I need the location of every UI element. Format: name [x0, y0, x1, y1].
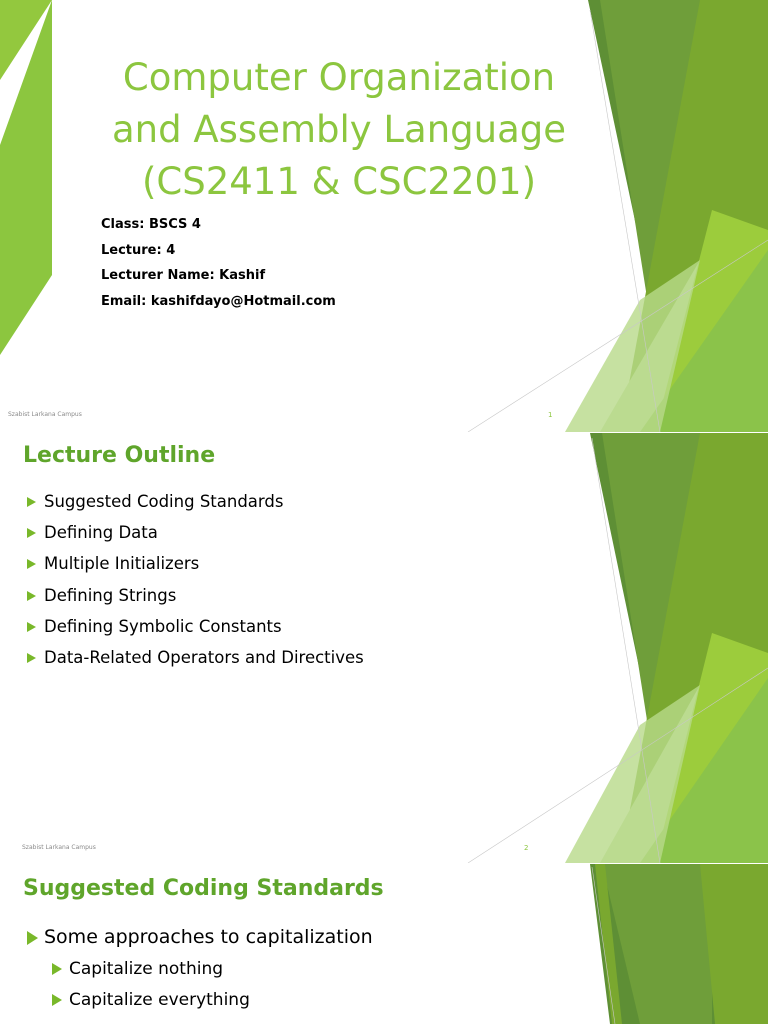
slide-2-heading: Lecture Outline	[23, 443, 216, 468]
class-info: Class: BSCS 4	[101, 217, 201, 232]
arrow-bullet-icon	[27, 559, 36, 569]
arrow-bullet-icon	[27, 528, 36, 538]
list-item: Some approaches to capitalization	[25, 924, 373, 956]
capitalization-sub-list	[50, 957, 250, 1019]
list-item: Defining Strings	[25, 585, 364, 616]
lecturer-info: Lecturer Name: Kashif	[101, 268, 266, 283]
arrow-bullet-icon	[27, 497, 36, 507]
title-line-3: (CS2411 & CSC2201)	[141, 160, 537, 203]
list-item: Data-Related Operators and Directives	[25, 647, 364, 678]
arrow-bullet-icon	[27, 653, 36, 663]
course-info	[101, 215, 336, 317]
slide-1-footer: Szabist Larkana Campus	[8, 411, 82, 418]
list-item: Defining Symbolic Constants	[25, 616, 364, 647]
title-line-1: Computer Organization	[122, 56, 556, 99]
slide-2	[0, 433, 768, 863]
list-item: Capitalize everything	[50, 988, 250, 1019]
outline-list	[25, 491, 364, 678]
slide-3-heading: Suggested Coding Standards	[23, 876, 384, 901]
arrow-bullet-icon	[52, 963, 62, 975]
email-info: Email: kashifdayo@Hotmail.com	[101, 293, 336, 309]
slide-2-page-number: 2	[524, 844, 529, 852]
arrow-bullet-icon	[52, 994, 62, 1006]
slide-1	[0, 0, 768, 432]
lecture-info: Lecture: 4	[101, 242, 176, 258]
arrow-bullet-icon	[27, 622, 36, 632]
title-line-2: and Assembly Language	[111, 108, 567, 151]
slide-1-title	[100, 52, 578, 208]
slide-3	[0, 864, 768, 1024]
list-item: Capitalize nothing	[50, 957, 250, 988]
arrow-bullet-icon	[27, 591, 36, 601]
capitalization-list	[25, 924, 373, 956]
list-item: Suggested Coding Standards	[25, 491, 364, 522]
list-item: Multiple Initializers	[25, 553, 364, 584]
arrow-bullet-icon	[27, 931, 38, 945]
list-item: Defining Data	[25, 522, 364, 553]
slide-2-footer: Szabist Larkana Campus	[22, 844, 96, 851]
slide-1-page-number: 1	[548, 411, 553, 419]
